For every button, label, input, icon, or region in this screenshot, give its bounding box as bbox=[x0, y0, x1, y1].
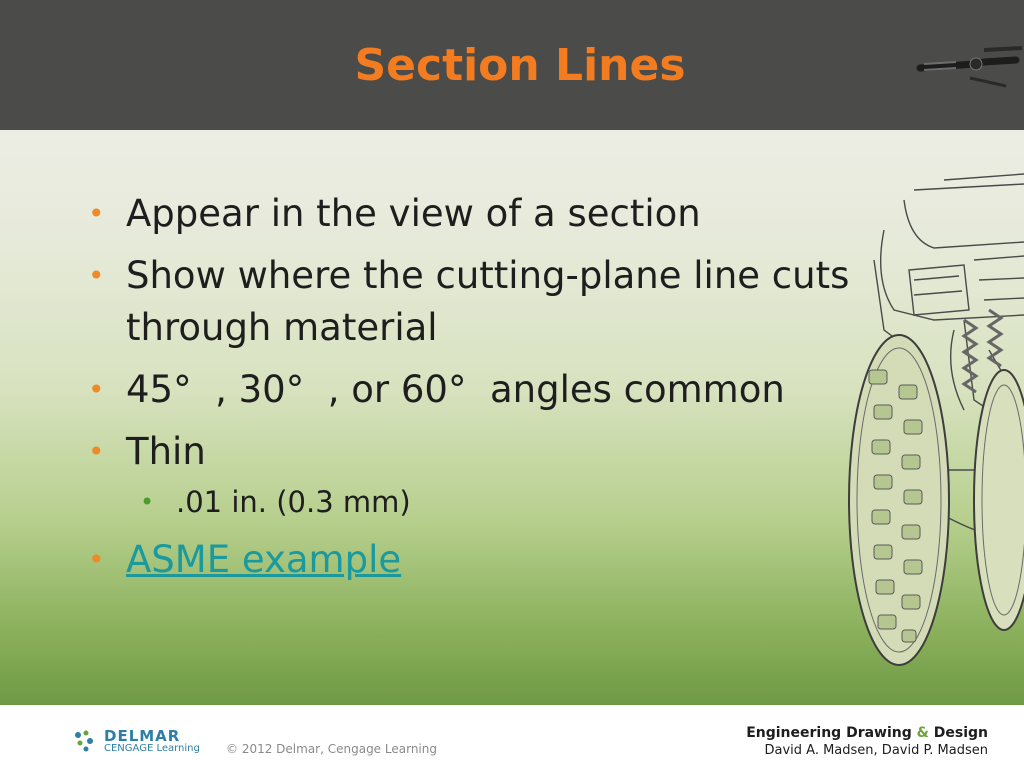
bullet-item bbox=[88, 364, 886, 416]
logo-line2: CENGAGE Learning bbox=[104, 743, 200, 754]
delmar-logo-icon bbox=[72, 729, 96, 753]
bullet-text: Thin bbox=[126, 430, 206, 473]
bullet-list bbox=[88, 188, 886, 596]
bullet-dot: • bbox=[88, 435, 105, 468]
footer bbox=[0, 705, 1024, 768]
bullet-item bbox=[88, 250, 886, 354]
bullet-dot: • bbox=[88, 373, 105, 406]
sub-bullet-text: .01 in. (0.3 mm) bbox=[176, 485, 411, 519]
bullet-item bbox=[88, 188, 886, 240]
authors: David A. Madsen, David P. Madsen bbox=[764, 743, 988, 758]
bullet-dot: • bbox=[88, 259, 105, 292]
book-title bbox=[746, 725, 988, 741]
logo-line1: DELMAR bbox=[104, 727, 181, 745]
header-bar bbox=[0, 0, 1024, 130]
bullet-dot: • bbox=[88, 197, 105, 230]
bullet-item bbox=[88, 534, 886, 586]
bullet-text: Show where the cutting-plane line cuts through material bbox=[126, 254, 850, 349]
bullet-dot: • bbox=[88, 543, 105, 576]
sub-bullet-item bbox=[88, 482, 886, 522]
book-title-part1: Engineering Drawing bbox=[746, 725, 917, 741]
book-title-ampersand: & bbox=[916, 725, 929, 741]
slide-title: Section Lines bbox=[354, 40, 686, 91]
asme-example-link[interactable]: ASME example bbox=[126, 538, 402, 581]
bullet-text: 45° , 30° , or 60° angles common bbox=[126, 368, 785, 411]
copyright-text: © 2012 Delmar, Cengage Learning bbox=[226, 742, 437, 756]
bullet-item bbox=[88, 426, 886, 478]
sub-bullet-dot: • bbox=[140, 488, 155, 516]
book-title-part2: Design bbox=[928, 725, 988, 741]
bullet-text: Appear in the view of a section bbox=[126, 192, 701, 235]
content-area bbox=[0, 130, 1024, 705]
